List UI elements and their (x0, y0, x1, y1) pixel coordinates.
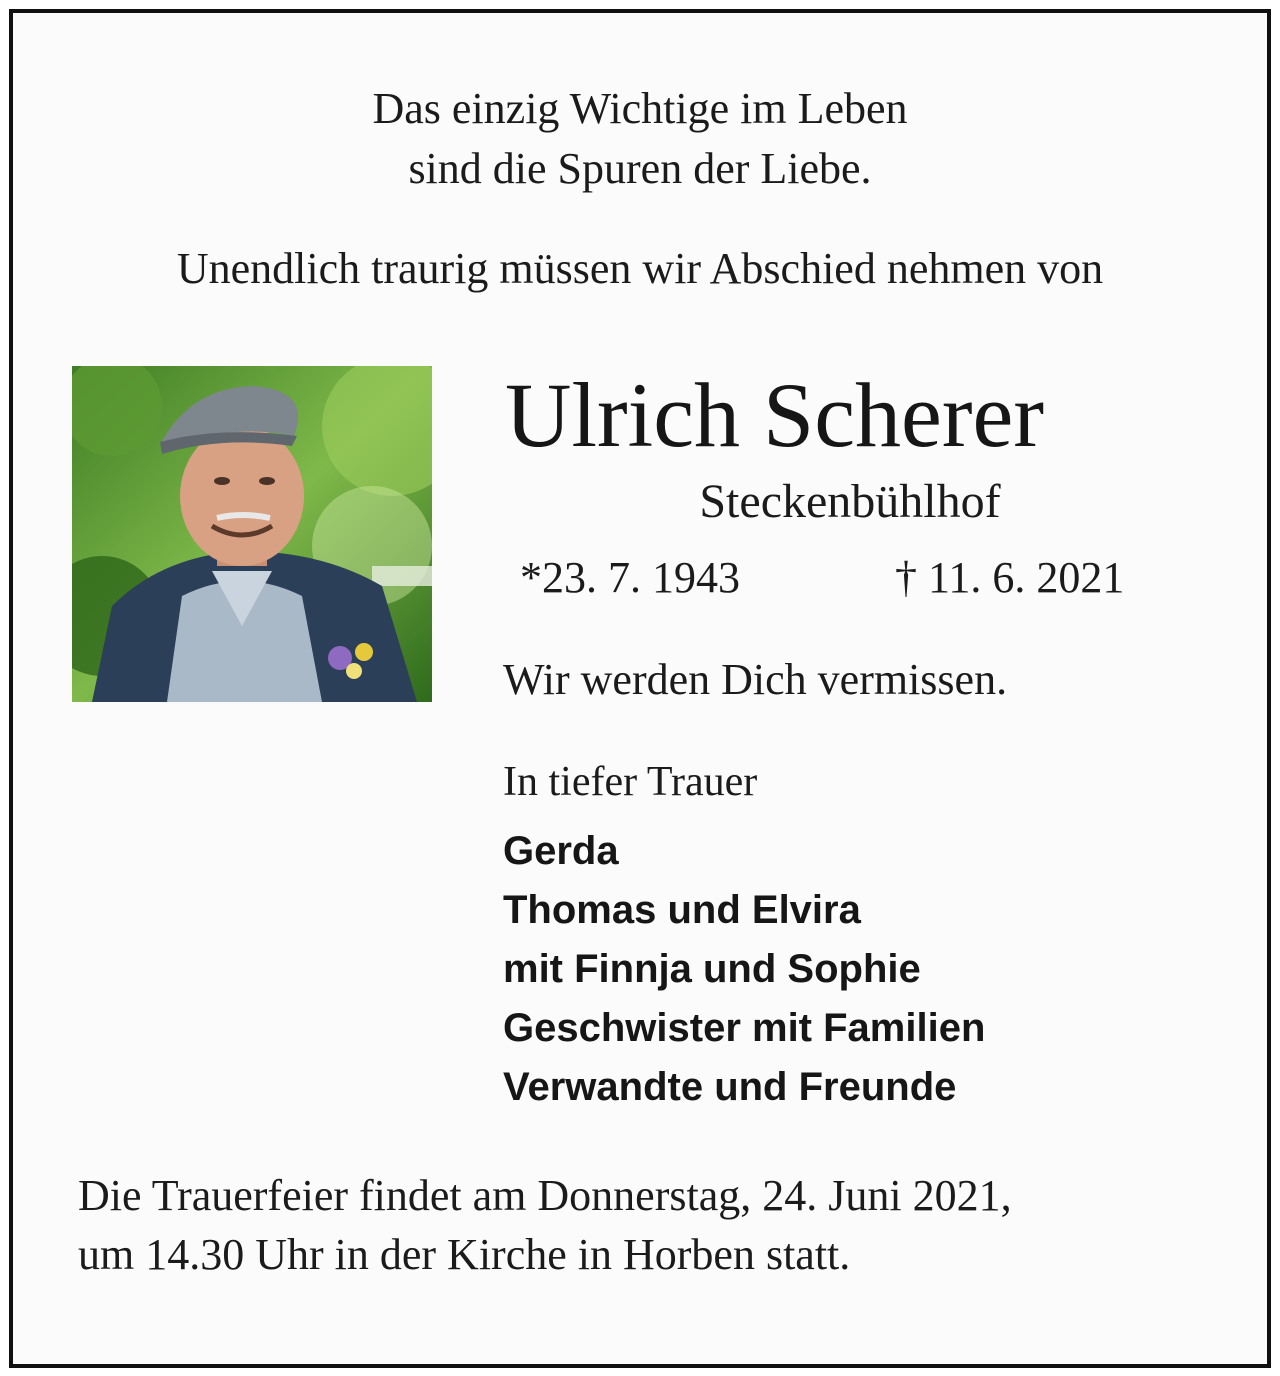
quote-line-1: Das einzig Wichtige im Leben (372, 84, 908, 133)
service-info-line-1: Die Trauerfeier findet am Donnerstag, 24. Juni 2021, (78, 1171, 1012, 1220)
mourner-item: mit Finnja und Sophie (503, 947, 921, 991)
deceased-place: Steckenbühlhof (699, 475, 1001, 528)
farewell-message: Wir werden Dich vermissen. (503, 655, 1008, 704)
death-date: † 11. 6. 2021 (895, 553, 1125, 602)
birth-date: *23. 7. 1943 (520, 553, 740, 602)
mourner-item: Verwandte und Freunde (503, 1065, 957, 1109)
mourner-item: Geschwister mit Familien (503, 1006, 986, 1050)
deceased-name: Ulrich Scherer (505, 364, 1044, 466)
mourning-intro: In tiefer Trauer (503, 759, 758, 805)
service-info-line-2: um 14.30 Uhr in der Kirche in Horben statt. (78, 1230, 851, 1279)
mourners-list (503, 822, 985, 1117)
deceased-photo (72, 366, 432, 702)
mourner-item: Thomas und Elvira (503, 888, 861, 932)
quote-line-2: sind die Spuren der Liebe. (408, 144, 872, 193)
mourner-item: Gerda (503, 829, 619, 873)
farewell-intro: Unendlich traurig müssen wir Abschied nehmen von (176, 244, 1104, 293)
portrait-photo-illustration (72, 366, 432, 702)
